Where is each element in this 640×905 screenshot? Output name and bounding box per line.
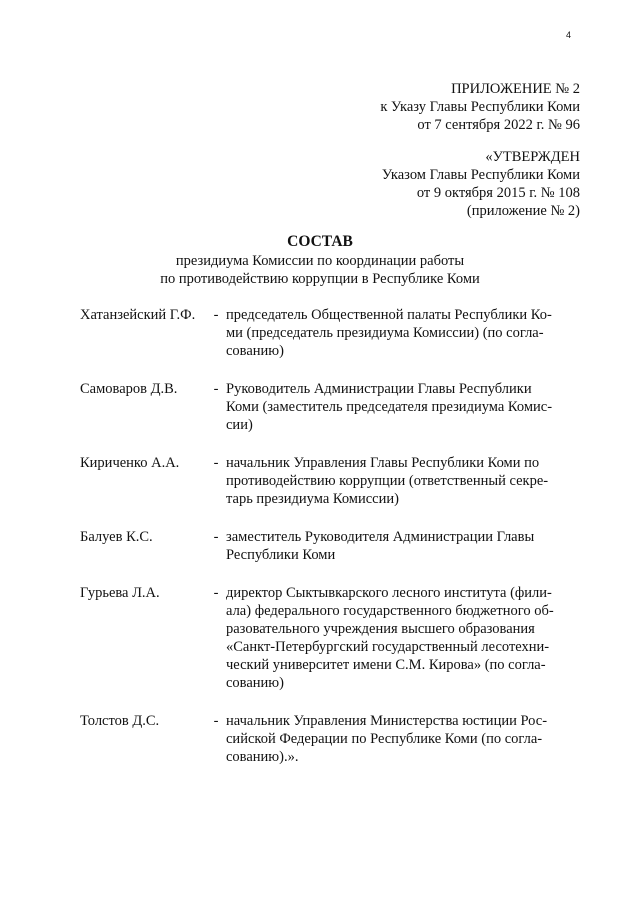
approval-header bbox=[382, 148, 580, 220]
member-name: Балуев К.С. bbox=[80, 529, 153, 545]
page-number: 4 bbox=[566, 30, 572, 40]
member-row bbox=[80, 712, 570, 766]
appendix-line: от 7 сентября 2022 г. № 96 bbox=[417, 117, 580, 133]
member-role-line: председатель Общественной палаты Республики Ко- bbox=[226, 307, 552, 323]
approval-line: «УТВЕРЖДЕН bbox=[485, 149, 580, 165]
member-role-line: ми (председатель президиума Комиссии) (по согла- bbox=[226, 325, 544, 341]
member-role-line: тарь президиума Комиссии) bbox=[226, 491, 399, 507]
member-role bbox=[226, 712, 570, 766]
members-list bbox=[80, 306, 570, 786]
document-subtitle-line: по противодействию коррупции в Республике Коми bbox=[160, 271, 480, 287]
member-dash: - bbox=[213, 585, 219, 601]
member-role-line: сованию).». bbox=[226, 749, 299, 765]
member-name: Кириченко А.А. bbox=[80, 455, 180, 471]
member-dash: - bbox=[213, 455, 219, 471]
member-name: Толстов Д.С. bbox=[80, 713, 160, 729]
appendix-header bbox=[380, 80, 580, 134]
member-role-line: Коми (заместитель председателя президиума Комис- bbox=[226, 399, 553, 415]
document-title: СОСТАВ bbox=[287, 233, 353, 250]
member-role-line: ала) федерального государственного бюджетного об- bbox=[226, 603, 554, 619]
member-row bbox=[80, 584, 570, 692]
member-role-line: сованию) bbox=[226, 675, 284, 691]
member-role-line: сийской Федерации по Республике Коми (по согла- bbox=[226, 731, 543, 747]
member-role-line: противодействию коррупции (ответственный секре- bbox=[226, 473, 549, 489]
document-subtitle-line: президиума Комиссии по координации работы bbox=[175, 253, 465, 269]
member-role-line: ческий университет имени С.М. Кирова» (по согла- bbox=[226, 657, 546, 673]
member-dash: - bbox=[213, 307, 219, 323]
member-role-line: Руководитель Администрации Главы Республики bbox=[226, 381, 532, 397]
member-role-line: начальник Управления Министерства юстиции Рос- bbox=[226, 713, 548, 729]
member-role-line: заместитель Руководителя Администрации Главы bbox=[226, 529, 535, 545]
member-role-line: разовательного учреждения высшего образования bbox=[226, 621, 535, 637]
approval-line: Указом Главы Республики Коми bbox=[381, 167, 580, 183]
member-row bbox=[80, 528, 570, 564]
appendix-line: к Указу Главы Республики Коми bbox=[380, 99, 580, 115]
member-role-line: директор Сыктывкарского лесного института (фили- bbox=[226, 585, 552, 601]
appendix-line: ПРИЛОЖЕНИЕ № 2 bbox=[451, 81, 580, 97]
member-row bbox=[80, 380, 570, 434]
member-role-line: Республики Коми bbox=[226, 547, 336, 563]
member-role-line: начальник Управления Главы Республики Коми по bbox=[226, 455, 540, 471]
member-role-line: «Санкт-Петербургский государственный лесотехни- bbox=[226, 639, 550, 655]
member-dash: - bbox=[213, 529, 219, 545]
member-role bbox=[226, 306, 570, 360]
document-heading bbox=[0, 232, 640, 288]
member-role-line: сии) bbox=[226, 417, 253, 433]
member-row bbox=[80, 306, 570, 360]
member-role bbox=[226, 454, 570, 508]
member-name: Самоваров Д.В. bbox=[80, 381, 178, 397]
approval-line: (приложение № 2) bbox=[466, 203, 580, 219]
member-name: Гурьева Л.А. bbox=[80, 585, 160, 601]
member-role bbox=[226, 584, 570, 692]
member-role bbox=[226, 528, 570, 564]
member-role bbox=[226, 380, 570, 434]
member-name: Хатанзейский Г.Ф. bbox=[80, 307, 196, 323]
member-row bbox=[80, 454, 570, 508]
member-dash: - bbox=[213, 713, 219, 729]
member-role-line: сованию) bbox=[226, 343, 284, 359]
member-dash: - bbox=[213, 381, 219, 397]
approval-line: от 9 октября 2015 г. № 108 bbox=[416, 185, 580, 201]
